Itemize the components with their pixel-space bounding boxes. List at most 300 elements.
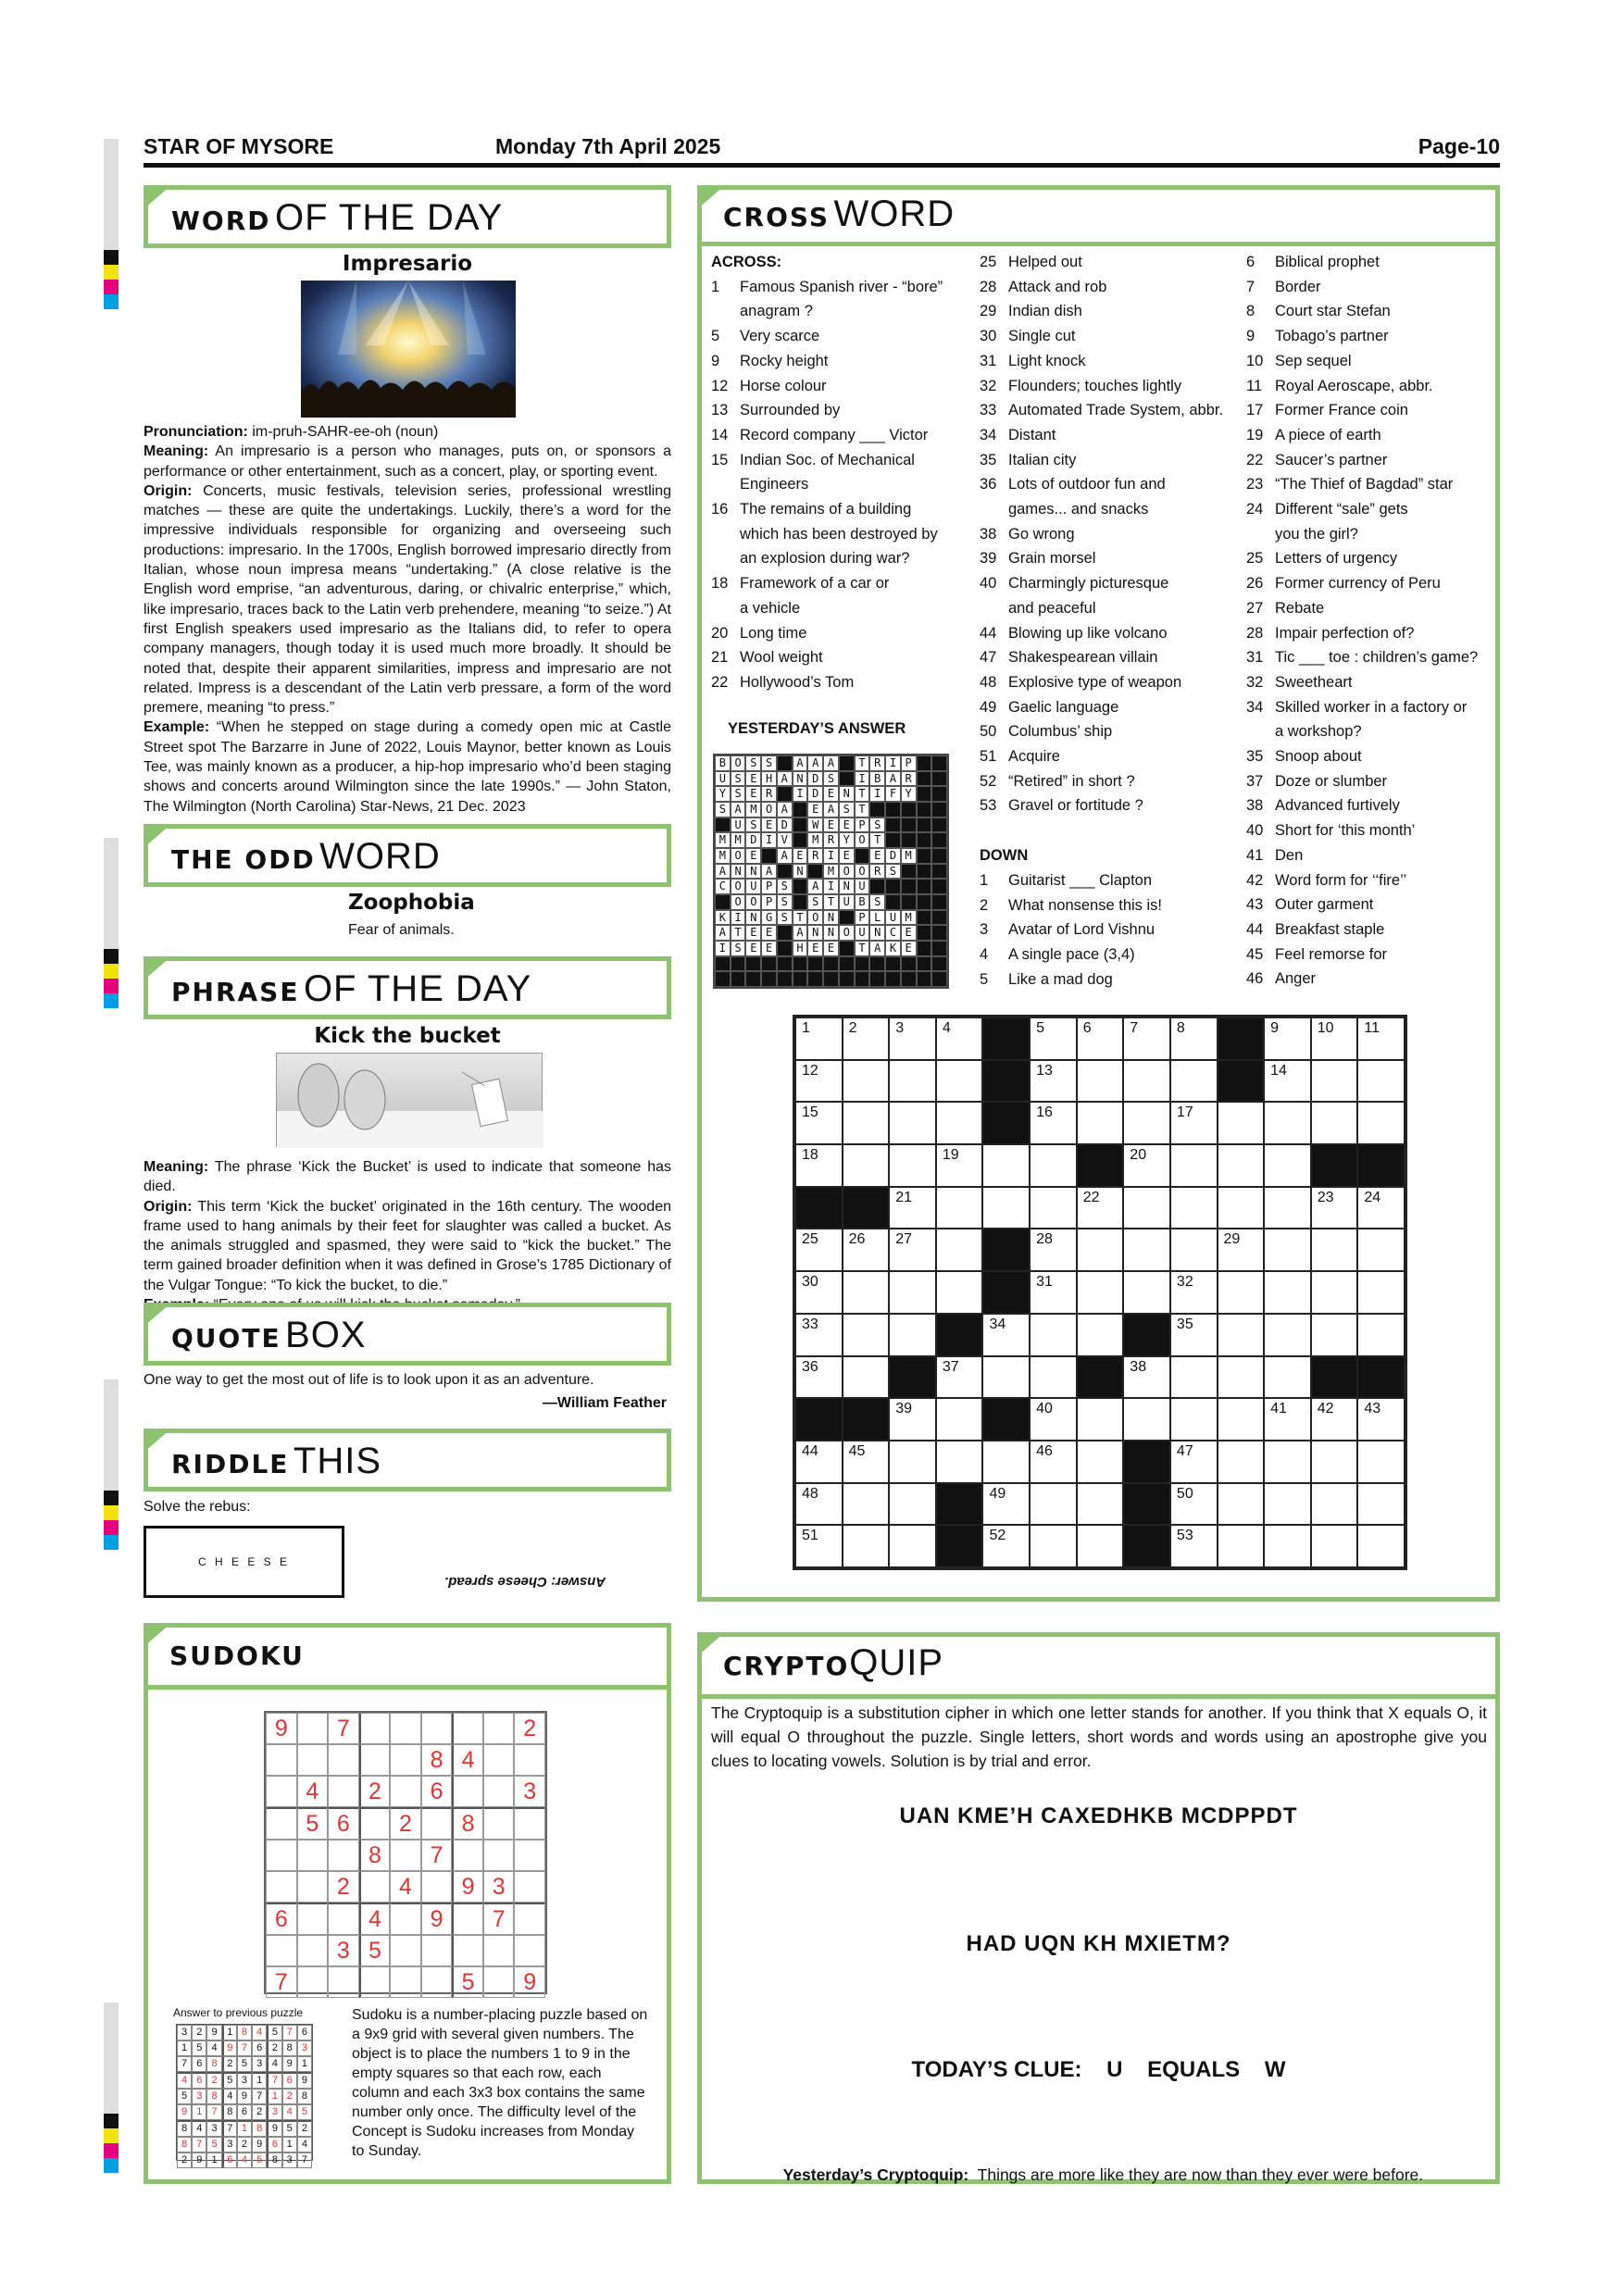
sudoku-cell[interactable] xyxy=(297,1713,329,1744)
prev-sudoku-cell: 8 xyxy=(177,2120,192,2137)
crossword-cell[interactable]: 42 xyxy=(1311,1398,1358,1441)
sudoku-cell[interactable] xyxy=(328,1744,359,1776)
clue-row xyxy=(1246,868,1496,893)
crossword-cell[interactable]: 50 xyxy=(1170,1483,1218,1526)
sudoku-cell[interactable]: 9 xyxy=(421,1903,453,1935)
crossword-cell[interactable]: 8 xyxy=(1170,1017,1218,1060)
sudoku-cell[interactable]: 9 xyxy=(266,1713,297,1744)
sudoku-cell[interactable]: 9 xyxy=(452,1871,483,1903)
sudoku-cell[interactable]: 7 xyxy=(483,1903,515,1935)
sudoku-cell[interactable]: 8 xyxy=(359,1840,391,1871)
sudoku-cell[interactable] xyxy=(390,1840,421,1871)
crossword-cell[interactable] xyxy=(1077,1102,1124,1144)
crossword-cell[interactable] xyxy=(1264,1314,1311,1356)
crossword-cell[interactable]: 43 xyxy=(1357,1398,1405,1441)
crossword-cell[interactable] xyxy=(936,1441,983,1483)
crossword-cell[interactable] xyxy=(889,1441,936,1483)
crossword-cell[interactable]: 45 xyxy=(843,1441,890,1483)
meaning-label: Meaning: xyxy=(144,1159,209,1175)
sudoku-cell[interactable]: 8 xyxy=(452,1807,483,1840)
black-square xyxy=(1357,1144,1405,1187)
sudoku-cell[interactable] xyxy=(483,1966,515,1998)
crossword-cell[interactable] xyxy=(936,1060,983,1103)
crossword-cell[interactable]: 33 xyxy=(795,1314,843,1356)
crossword-cell[interactable] xyxy=(1264,1144,1311,1187)
corner-flag-icon xyxy=(697,1632,725,1656)
clue-text: Tobago’s partner xyxy=(1275,328,1389,345)
crossword-cell[interactable] xyxy=(1123,1060,1170,1103)
sudoku-cell[interactable] xyxy=(297,1903,329,1935)
crossword-cell[interactable]: 34 xyxy=(982,1314,1030,1356)
crossword-cell[interactable] xyxy=(936,1102,983,1144)
crossword-cell[interactable]: 14 xyxy=(1264,1060,1311,1103)
clue-row xyxy=(1246,497,1496,522)
crossword-cell[interactable] xyxy=(889,1102,936,1144)
crossword-cell[interactable]: 16 xyxy=(1030,1102,1077,1144)
meaning-label: Meaning: xyxy=(144,443,209,460)
crossword-cell[interactable] xyxy=(1170,1229,1218,1271)
crossword-cell[interactable] xyxy=(982,1187,1030,1229)
prev-sudoku-cell: 3 xyxy=(192,2089,206,2104)
crossword-cell[interactable]: 4 xyxy=(936,1017,983,1060)
section-title-large: WORD xyxy=(319,836,441,877)
crossword-cell[interactable] xyxy=(1123,1229,1170,1271)
sudoku-cell[interactable] xyxy=(328,1840,359,1871)
sudoku-cell[interactable] xyxy=(452,1903,483,1935)
clue-text: Attack and rob xyxy=(1008,278,1107,295)
sudoku-cell[interactable]: 3 xyxy=(483,1871,515,1903)
prev-sudoku-cell: 8 xyxy=(222,2104,237,2120)
crossword-cell[interactable] xyxy=(1030,1144,1077,1187)
sudoku-cell[interactable] xyxy=(483,1935,515,1966)
crossword-cell[interactable] xyxy=(1170,1144,1218,1187)
crossword-cell[interactable]: 53 xyxy=(1170,1525,1218,1567)
cryptoquip-clue: TODAY’S CLUE: U EQUALS W xyxy=(911,2057,1286,2082)
sudoku-cell[interactable]: 2 xyxy=(390,1807,421,1840)
clue-text: Letters of urgency xyxy=(1275,550,1398,568)
phrase-body xyxy=(144,1157,671,1315)
crossword-cell[interactable] xyxy=(843,1144,890,1187)
sudoku-cell[interactable] xyxy=(266,1840,297,1871)
sudoku-cell[interactable] xyxy=(359,1744,391,1776)
sudoku-cell[interactable] xyxy=(297,1840,329,1871)
sudoku-cell[interactable]: 2 xyxy=(514,1713,545,1744)
sudoku-cell[interactable]: 3 xyxy=(328,1935,359,1966)
crossword-cell[interactable] xyxy=(1357,1271,1405,1314)
sudoku-cell[interactable] xyxy=(328,1903,359,1935)
prev-sudoku-cell: 1 xyxy=(192,2104,206,2120)
crossword-cell[interactable] xyxy=(1357,1314,1405,1356)
sudoku-cell[interactable] xyxy=(421,1871,453,1903)
sudoku-cell[interactable]: 2 xyxy=(359,1776,391,1807)
sudoku-cell[interactable]: 7 xyxy=(266,1966,297,1998)
answer-cell: N xyxy=(731,864,746,880)
crossword-cell[interactable]: 52 xyxy=(982,1525,1030,1567)
corner-flag-icon xyxy=(144,1303,171,1327)
crossword-cell[interactable] xyxy=(1264,1483,1311,1526)
crossword-cell[interactable] xyxy=(1123,1398,1170,1441)
sudoku-cell[interactable] xyxy=(359,1871,391,1903)
crossword-cell[interactable] xyxy=(1170,1187,1218,1229)
sudoku-cell[interactable]: 7 xyxy=(328,1713,359,1744)
answer-cell: N xyxy=(839,786,855,802)
crossword-cell[interactable] xyxy=(1311,1483,1358,1526)
black-square xyxy=(823,956,839,972)
sudoku-cell[interactable] xyxy=(328,1966,359,1998)
odd-word-meaning: Fear of animals. xyxy=(348,922,455,938)
crossword-cell[interactable] xyxy=(1123,1102,1170,1144)
crossword-cell[interactable]: 32 xyxy=(1170,1271,1218,1314)
crossword-cell[interactable] xyxy=(1218,1102,1265,1144)
clue-number: 31 xyxy=(1246,649,1264,667)
crossword-cell[interactable] xyxy=(1123,1187,1170,1229)
crossword-cell[interactable]: 15 xyxy=(795,1102,843,1144)
sudoku-cell[interactable] xyxy=(514,1744,545,1776)
sudoku-cell[interactable] xyxy=(390,1903,421,1935)
sudoku-cell[interactable]: 8 xyxy=(421,1744,453,1776)
sudoku-cell[interactable] xyxy=(514,1935,545,1966)
crossword-cell[interactable]: 23 xyxy=(1311,1187,1358,1229)
crossword-cell[interactable]: 3 xyxy=(889,1017,936,1060)
sudoku-cell[interactable]: 6 xyxy=(421,1776,453,1807)
prev-sudoku-cell: 3 xyxy=(237,2072,252,2089)
crossword-cell[interactable]: 9 xyxy=(1264,1017,1311,1060)
crossword-cell[interactable]: 1 xyxy=(795,1017,843,1060)
sudoku-cell[interactable] xyxy=(297,1871,329,1903)
black-square xyxy=(1123,1525,1170,1567)
clue-text: Biblical prophet xyxy=(1275,254,1380,270)
answer-cell: N xyxy=(793,864,808,880)
sudoku-cell[interactable] xyxy=(390,1713,421,1744)
crossword-cell[interactable] xyxy=(889,1314,936,1356)
crossword-cell[interactable]: 10 xyxy=(1311,1017,1358,1060)
crossword-cell[interactable]: 30 xyxy=(795,1271,843,1314)
sudoku-cell[interactable] xyxy=(452,1713,483,1744)
black-square xyxy=(982,1102,1030,1144)
clue-number: 21 xyxy=(711,649,729,667)
crossword-cell[interactable] xyxy=(1077,1271,1124,1314)
prev-sudoku-cell: 7 xyxy=(206,2104,221,2120)
clue-row xyxy=(1246,818,1496,843)
sudoku-cell[interactable]: 4 xyxy=(390,1871,421,1903)
prev-sudoku-cell: 5 xyxy=(297,2104,312,2120)
crossword-cell[interactable] xyxy=(1218,1483,1265,1526)
crossword-cell[interactable] xyxy=(843,1314,890,1356)
crossword-cell[interactable]: 44 xyxy=(795,1441,843,1483)
crossword-cell[interactable]: 13 xyxy=(1030,1060,1077,1103)
sudoku-cell[interactable] xyxy=(483,1713,515,1744)
rebus-box xyxy=(144,1526,344,1598)
sudoku-cell[interactable] xyxy=(452,1776,483,1807)
crossword-cell[interactable]: 6 xyxy=(1077,1017,1124,1060)
sudoku-cell[interactable] xyxy=(421,1807,453,1840)
crossword-cell[interactable] xyxy=(1123,1271,1170,1314)
sudoku-cell[interactable] xyxy=(390,1776,421,1807)
sudoku-cell[interactable] xyxy=(514,1807,545,1840)
crossword-cell[interactable] xyxy=(1030,1356,1077,1399)
sudoku-cell[interactable] xyxy=(359,1966,391,1998)
crossword-cell[interactable] xyxy=(1264,1271,1311,1314)
crossword-cell[interactable] xyxy=(1218,1187,1265,1229)
sudoku-cell[interactable] xyxy=(266,1807,297,1840)
crossword-cell[interactable] xyxy=(1264,1102,1311,1144)
crossword-cell[interactable]: 48 xyxy=(795,1483,843,1526)
crossword-grid[interactable] xyxy=(793,1015,1407,1570)
sudoku-cell[interactable]: 4 xyxy=(359,1903,391,1935)
crossword-cell[interactable] xyxy=(1077,1441,1124,1483)
previous-sudoku-answer-grid xyxy=(176,2024,313,2165)
crossword-cell[interactable] xyxy=(1311,1271,1358,1314)
black-square xyxy=(885,879,901,894)
crossword-cell[interactable]: 12 xyxy=(795,1060,843,1103)
crossword-cell[interactable]: 20 xyxy=(1123,1144,1170,1187)
answer-cell: Y xyxy=(839,832,855,848)
answer-cell: H xyxy=(793,941,808,956)
prev-sudoku-cell: 9 xyxy=(282,2056,297,2072)
yesterday-cryptoquip-text: Things are more like they are now than they ever were before. xyxy=(968,2165,1424,2184)
crossword-cell[interactable] xyxy=(1218,1314,1265,1356)
crossword-cell[interactable]: 7 xyxy=(1123,1017,1170,1060)
sudoku-cell[interactable]: 6 xyxy=(266,1903,297,1935)
sudoku-cell[interactable]: 3 xyxy=(514,1776,545,1807)
prev-sudoku-cell: 1 xyxy=(222,2025,237,2040)
clue-number: 43 xyxy=(1246,896,1264,914)
crossword-cell[interactable] xyxy=(1077,1398,1124,1441)
crossword-cell[interactable]: 37 xyxy=(936,1356,983,1399)
crossword-cell[interactable] xyxy=(1077,1229,1124,1271)
sudoku-cell[interactable] xyxy=(297,1935,329,1966)
crossword-cell[interactable]: 5 xyxy=(1030,1017,1077,1060)
crossword-cell[interactable] xyxy=(843,1483,890,1526)
clue-number xyxy=(1246,522,1275,547)
answer-cell: S xyxy=(731,771,746,787)
sudoku-cell[interactable] xyxy=(297,1966,329,1998)
crossword-cell[interactable]: 40 xyxy=(1030,1398,1077,1441)
crossword-cell[interactable] xyxy=(1170,1398,1218,1441)
clue-number: 32 xyxy=(1246,673,1264,691)
crossword-cell[interactable]: 39 xyxy=(889,1398,936,1441)
crossword-cell[interactable] xyxy=(1030,1314,1077,1356)
crossword-cell[interactable] xyxy=(1264,1187,1311,1229)
crossword-cell[interactable]: 22 xyxy=(1077,1187,1124,1229)
sudoku-cell[interactable] xyxy=(266,1871,297,1903)
crossword-cell[interactable]: 18 xyxy=(795,1144,843,1187)
crossword-cell[interactable] xyxy=(843,1060,890,1103)
crossword-cell[interactable] xyxy=(1311,1525,1358,1567)
sudoku-cell[interactable] xyxy=(421,1713,453,1744)
clue-number: 34 xyxy=(980,426,997,443)
sudoku-cell[interactable]: 5 xyxy=(297,1807,329,1840)
clue-row xyxy=(980,571,1234,596)
crossword-cell[interactable] xyxy=(1170,1060,1218,1103)
crossword-cell[interactable] xyxy=(889,1525,936,1567)
crossword-cell[interactable]: 46 xyxy=(1030,1441,1077,1483)
crossword-cell[interactable] xyxy=(936,1271,983,1314)
sudoku-cell[interactable] xyxy=(483,1840,515,1871)
crossword-cell[interactable] xyxy=(1077,1483,1124,1526)
prev-sudoku-cell: 8 xyxy=(206,2089,221,2104)
crossword-cell[interactable] xyxy=(1170,1356,1218,1399)
crossword-cell[interactable] xyxy=(1218,1398,1265,1441)
answer-cell: A xyxy=(793,755,808,771)
sudoku-cell[interactable] xyxy=(514,1871,545,1903)
clue-number: 22 xyxy=(711,673,729,691)
sudoku-cell[interactable] xyxy=(266,1744,297,1776)
section-title-small: PHRASE xyxy=(171,977,300,1007)
answer-cell: M xyxy=(731,832,746,848)
crossword-cell[interactable] xyxy=(889,1060,936,1103)
cryptoquip-title-rule xyxy=(702,1694,1495,1699)
crossword-cell[interactable] xyxy=(1311,1314,1358,1356)
crossword-cell[interactable]: 25 xyxy=(795,1229,843,1271)
black-square xyxy=(917,817,932,833)
crossword-cell[interactable]: 41 xyxy=(1264,1398,1311,1441)
clue-number: 20 xyxy=(711,624,729,642)
crossword-cell[interactable] xyxy=(982,1356,1030,1399)
crossword-cell[interactable] xyxy=(982,1441,1030,1483)
crossword-cell[interactable]: 47 xyxy=(1170,1441,1218,1483)
black-square xyxy=(793,894,808,910)
black-square xyxy=(982,1271,1030,1314)
section-title-large: QUIP xyxy=(849,1642,944,1683)
sudoku-cell[interactable] xyxy=(328,1776,359,1807)
crossword-cell[interactable] xyxy=(936,1398,983,1441)
crossword-cell[interactable]: 19 xyxy=(936,1144,983,1187)
sudoku-cell[interactable] xyxy=(266,1776,297,1807)
crossword-cell[interactable] xyxy=(1357,1060,1405,1103)
crossword-cell[interactable] xyxy=(1357,1483,1405,1526)
crossword-cell[interactable] xyxy=(1030,1187,1077,1229)
sudoku-cell[interactable] xyxy=(266,1935,297,1966)
crossword-cell[interactable] xyxy=(1357,1525,1405,1567)
answer-cell: E xyxy=(869,848,885,864)
sudoku-cell[interactable] xyxy=(421,1935,453,1966)
crossword-cell[interactable] xyxy=(1218,1525,1265,1567)
crossword-cell[interactable] xyxy=(1264,1441,1311,1483)
answer-cell: T xyxy=(855,755,870,771)
sudoku-cell[interactable] xyxy=(514,1903,545,1935)
crossword-cell[interactable] xyxy=(1218,1356,1265,1399)
crossword-cell[interactable]: 24 xyxy=(1357,1187,1405,1229)
black-square xyxy=(761,848,777,864)
crossword-cell[interactable] xyxy=(1311,1102,1358,1144)
black-square xyxy=(777,971,793,987)
crossword-cell[interactable] xyxy=(936,1187,983,1229)
crossword-cell[interactable]: 36 xyxy=(795,1356,843,1399)
crossword-cell[interactable] xyxy=(843,1271,890,1314)
crossword-cell[interactable] xyxy=(843,1356,890,1399)
crossword-cell[interactable]: 17 xyxy=(1170,1102,1218,1144)
crossword-cell[interactable] xyxy=(1311,1229,1358,1271)
crossword-cell[interactable]: 49 xyxy=(982,1483,1030,1526)
crossword-cell[interactable]: 35 xyxy=(1170,1314,1218,1356)
crossword-cell[interactable]: 29 xyxy=(1218,1229,1265,1271)
crossword-cell[interactable] xyxy=(1218,1271,1265,1314)
black-square xyxy=(885,894,901,910)
crossword-cell[interactable] xyxy=(1264,1356,1311,1399)
crossword-cell[interactable]: 2 xyxy=(843,1017,890,1060)
sudoku-cell[interactable] xyxy=(483,1776,515,1807)
crossword-cell[interactable] xyxy=(1311,1441,1358,1483)
crossword-cell[interactable] xyxy=(889,1271,936,1314)
crossword-cell[interactable]: 28 xyxy=(1030,1229,1077,1271)
crossword-cell[interactable] xyxy=(1030,1483,1077,1526)
crossword-cell[interactable] xyxy=(1264,1229,1311,1271)
sudoku-cell[interactable] xyxy=(390,1966,421,1998)
crossword-cell[interactable] xyxy=(1311,1060,1358,1103)
sudoku-cell[interactable]: 6 xyxy=(328,1807,359,1840)
clue-row xyxy=(711,522,961,547)
crossword-cell[interactable] xyxy=(889,1483,936,1526)
sudoku-cell[interactable] xyxy=(452,1840,483,1871)
sudoku-cell[interactable] xyxy=(390,1935,421,1966)
sudoku-cell[interactable]: 7 xyxy=(421,1840,453,1871)
crossword-cell[interactable] xyxy=(1030,1525,1077,1567)
crossword-cell[interactable] xyxy=(936,1229,983,1271)
crossword-cell[interactable] xyxy=(1218,1144,1265,1187)
crossword-cell[interactable] xyxy=(1264,1525,1311,1567)
crossword-cell[interactable]: 21 xyxy=(889,1187,936,1229)
crossword-cell[interactable] xyxy=(982,1144,1030,1187)
sudoku-cell[interactable]: 4 xyxy=(452,1744,483,1776)
crossword-cell[interactable]: 31 xyxy=(1030,1271,1077,1314)
sudoku-cell[interactable] xyxy=(359,1713,391,1744)
crossword-cell[interactable]: 38 xyxy=(1123,1356,1170,1399)
concert-image xyxy=(301,281,516,418)
crossword-cell[interactable] xyxy=(1357,1229,1405,1271)
sudoku-cell[interactable] xyxy=(483,1744,515,1776)
sudoku-cell[interactable] xyxy=(359,1807,391,1840)
crossword-cell[interactable] xyxy=(1357,1441,1405,1483)
sudoku-cell[interactable] xyxy=(297,1744,329,1776)
sudoku-cell[interactable] xyxy=(390,1744,421,1776)
answer-cell: P xyxy=(855,817,870,833)
sudoku-cell[interactable]: 5 xyxy=(452,1966,483,1998)
section-title-large: OF THE DAY xyxy=(303,968,532,1009)
sudoku-cell[interactable]: 2 xyxy=(328,1871,359,1903)
crossword-cell[interactable]: 26 xyxy=(843,1229,890,1271)
answer-cell: H xyxy=(761,771,777,787)
black-square xyxy=(1311,1356,1358,1399)
crossword-cell[interactable]: 27 xyxy=(889,1229,936,1271)
phrase-title-box xyxy=(144,956,671,1019)
sudoku-cell[interactable]: 4 xyxy=(297,1776,329,1807)
sudoku-grid[interactable] xyxy=(264,1711,547,1994)
sudoku-cell[interactable]: 9 xyxy=(514,1966,545,1998)
clue-row xyxy=(711,670,961,695)
crossword-cell[interactable] xyxy=(1357,1102,1405,1144)
answer-cell: O xyxy=(731,755,746,771)
cryptoquip-line-1: UAN KME’H CAXEDHKB MCDPPDT xyxy=(899,1803,1298,1828)
black-square xyxy=(936,1314,983,1356)
answer-cell: R xyxy=(869,755,885,771)
crossword-cell[interactable] xyxy=(1077,1314,1124,1356)
crossword-cell[interactable]: 51 xyxy=(795,1525,843,1567)
sudoku-cell[interactable] xyxy=(514,1840,545,1871)
crossword-cell[interactable] xyxy=(1077,1060,1124,1103)
sudoku-cell[interactable] xyxy=(421,1966,453,1998)
sudoku-cell[interactable]: 5 xyxy=(359,1935,391,1966)
crossword-cell[interactable] xyxy=(1218,1441,1265,1483)
clue-text: Doze or slumber xyxy=(1275,772,1388,790)
sudoku-cell[interactable] xyxy=(483,1807,515,1840)
crossword-cell[interactable] xyxy=(889,1144,936,1187)
crossword-cell[interactable] xyxy=(843,1525,890,1567)
sudoku-cell[interactable] xyxy=(452,1935,483,1966)
crossword-cell[interactable] xyxy=(1077,1525,1124,1567)
crossword-cell[interactable] xyxy=(843,1102,890,1144)
crossword-cell[interactable]: 11 xyxy=(1357,1017,1405,1060)
